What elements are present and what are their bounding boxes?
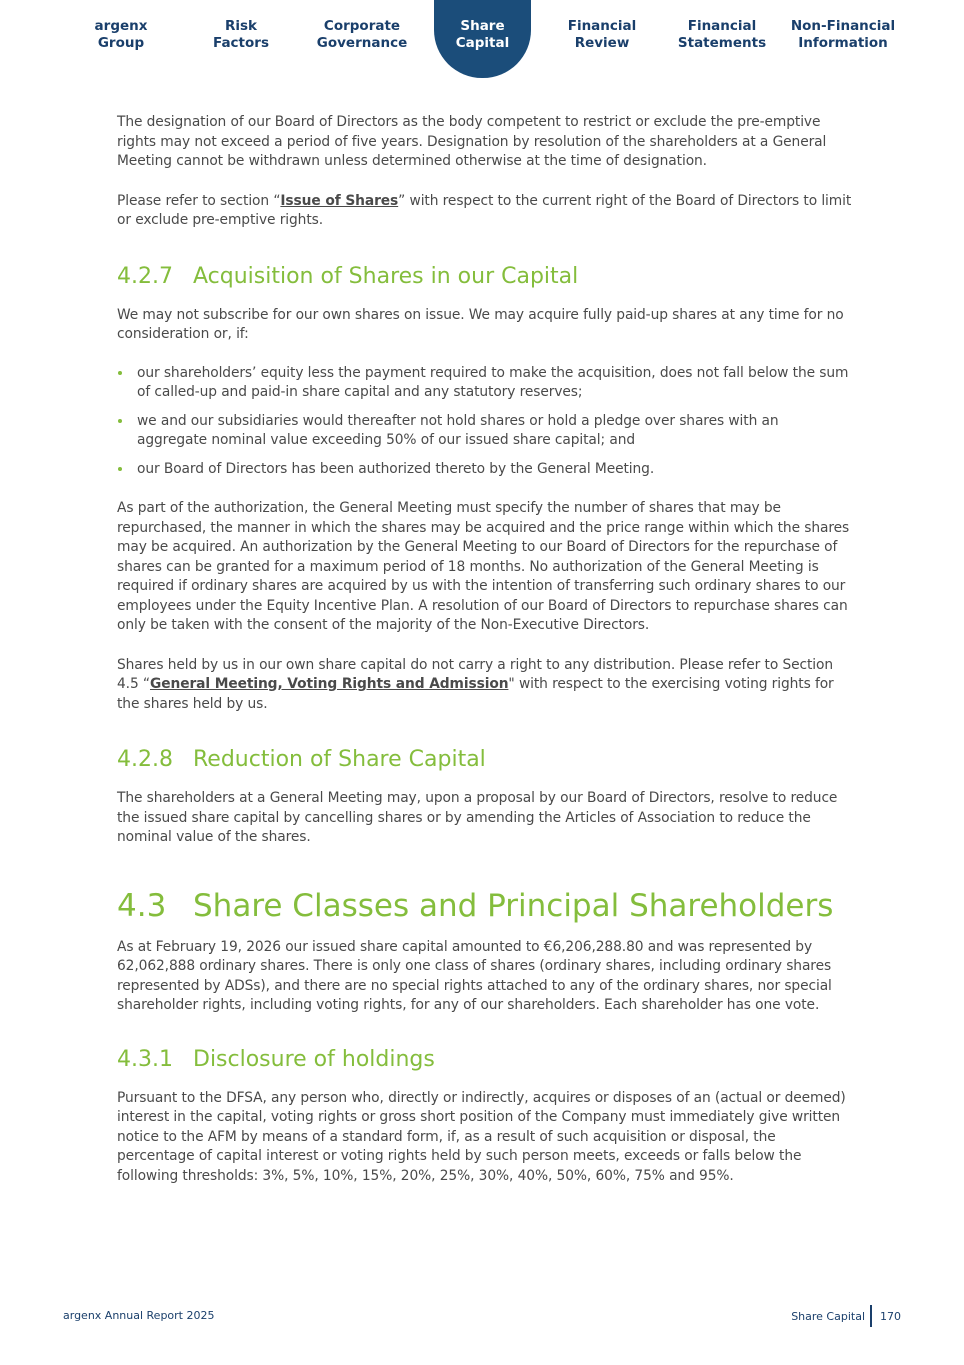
nav-tab-label: Review bbox=[574, 35, 630, 51]
nav-tab-label: Governance bbox=[316, 35, 408, 51]
footer-divider bbox=[870, 1305, 872, 1327]
nav-tab-share-capital[interactable] bbox=[434, 0, 531, 78]
footer-report-title: argenx Annual Report 2025 bbox=[63, 1309, 215, 1322]
section-title: Reduction of Share Capital bbox=[193, 747, 486, 772]
nav-tab-label: Capital bbox=[455, 35, 510, 51]
section-number: 4.2.7 bbox=[117, 263, 173, 289]
nav-tab-corporate-governance[interactable] bbox=[302, 18, 422, 52]
section-heading-4-3-1 bbox=[117, 1046, 852, 1074]
bullet-icon bbox=[118, 419, 122, 423]
list-item-text: our Board of Directors has been authorized thereto by the General Meeting. bbox=[137, 460, 655, 477]
footer-page-number: 170 bbox=[880, 1309, 901, 1323]
nav-tab-non-financial-information[interactable] bbox=[783, 18, 903, 52]
nav-tab-label: Risk bbox=[224, 18, 258, 34]
nav-tab-label: Financial bbox=[567, 18, 637, 34]
footer-page-info bbox=[791, 1305, 901, 1327]
intro-paragraph-2 bbox=[117, 192, 852, 231]
list-item bbox=[117, 364, 852, 403]
nav-tab-label: Group bbox=[97, 35, 145, 51]
nav-tab-financial-review[interactable] bbox=[542, 18, 662, 52]
intro-paragraph-1: The designation of our Board of Directors as the body competent to restrict or exclude the pre-emptive rights may not exceed a period of five years. Designation by resolution of the shareholders at a General Meeting cannot be withdrawn unless determined otherwise at the time of designation. bbox=[117, 114, 827, 169]
nav-tab-label: Information bbox=[798, 35, 888, 51]
nav-tab-label: Statements bbox=[677, 35, 767, 51]
section-heading-4-3 bbox=[117, 886, 852, 926]
s427-paragraph-1: We may not subscribe for our own shares on issue. We may acquire fully paid-up shares at any time for no consideration or, if: bbox=[117, 306, 844, 342]
s427-paragraph-3 bbox=[117, 656, 852, 715]
section-title: Acquisition of Shares in our Capital bbox=[193, 263, 579, 289]
s428-paragraph-1: The shareholders at a General Meeting may, upon a proposal by our Board of Directors, resolve to reduce the issued share capital by cancelling shares or by amending the Articles of Association to reduce the nominal value of the shares. bbox=[117, 790, 838, 845]
section-heading-4-2-8 bbox=[117, 746, 852, 774]
section-title: Share Classes and Principal Shareholders bbox=[193, 887, 834, 924]
nav-tab-argenx-group[interactable] bbox=[61, 18, 181, 52]
s427-paragraph-2: As part of the authorization, the General Meeting must specify the number of shares that may be repurchased, the manner in which the shares may be acquired and the price range within which the shares may be acquired. An authorization by the General Meeting to our Board of Directors for the repurchase of shares can be granted for a maximum period of 18 months. No authorization of the General Meeting is required if ordinary shares are acquired by us with the intention of transferring such ordinary shares to our employees under the Equity Incentive Plan. A resolution of our Board of Directors to repurchase shares can only be taken with the consent of the majority of the Non-Executive Directors. bbox=[117, 500, 850, 633]
footer-section-name: Share Capital bbox=[791, 1309, 865, 1323]
nav-tab-label: Non-Financial bbox=[790, 18, 896, 34]
section-number: 4.2.8 bbox=[117, 747, 173, 772]
general-meeting-link[interactable]: General Meeting, Voting Rights and Admission bbox=[149, 676, 509, 692]
section-number: 4.3 bbox=[117, 887, 167, 924]
list-item bbox=[117, 412, 852, 451]
text-fragment: ” with respect to the current right of the Board of Directors to limit or exclude pre-emptive rights. bbox=[117, 192, 852, 228]
list-item-text: we and our subsidiaries would thereafter not hold shares or hold a pledge over shares with an aggregate nominal value exceeding 50% of our issued share capital; and bbox=[137, 412, 779, 448]
s431-paragraph-1: Pursuant to the DFSA, any person who, directly or indirectly, acquires or disposes of an (actual or deemed) interest in the capital, voting rights or gross short position of the Company must immediately give written notice to the AFM by means of a standard form, if, as a result of such acquisition or disposal, the percentage of capital interest or voting rights held by such person meets, exceeds or falls below the following thresholds: 3%, 5%, 10%, 15%, 20%, 25%, 30%, 40%, 50%, 60%, 75% and 95%. bbox=[117, 1089, 846, 1184]
section-heading-4-2-7 bbox=[117, 263, 852, 291]
s43-paragraph-1: As at February 19, 2026 our issued share capital amounted to €6,206,288.80 and was represented by 62,062,888 ordinary shares. There is only one class of shares (ordinary shares, including ordinary shares represented by ADSs), and there are no special rights attached to any of the ordinary shares, nor special shareholder rights, including voting rights, for any of our shareholders. Each shareholder has one vote. bbox=[117, 938, 832, 1013]
main-content bbox=[117, 113, 852, 1186]
list-item bbox=[117, 460, 852, 480]
text-fragment: Please refer to section “ bbox=[117, 192, 281, 209]
list-item-text: our shareholders’ equity less the payment required to make the acquisition, does not fall below the sum of called-up and paid-in share capital and any statutory reserves; bbox=[137, 364, 849, 400]
nav-tab-label: Share bbox=[460, 18, 505, 34]
text-fragment: Shares held by us in our own share capital do not carry a right to any distribution. Please refer to Section 4.5 “ bbox=[117, 656, 834, 692]
section-number: 4.3.1 bbox=[117, 1046, 173, 1072]
bullet-icon bbox=[118, 371, 122, 375]
top-navigation bbox=[0, 0, 964, 80]
nav-tab-risk-factors[interactable] bbox=[181, 18, 301, 52]
nav-tab-financial-statements[interactable] bbox=[662, 18, 782, 52]
section-title: Disclosure of holdings bbox=[193, 1046, 435, 1072]
nav-tab-label: Financial bbox=[687, 18, 757, 34]
nav-tab-label: argenx bbox=[94, 18, 148, 34]
s427-bullet-list bbox=[117, 364, 852, 480]
text-fragment: " with respect to the exercising voting rights for the shares held by us. bbox=[117, 676, 834, 712]
nav-tab-label: Factors bbox=[213, 35, 269, 51]
issue-of-shares-link[interactable]: Issue of Shares bbox=[280, 192, 399, 209]
nav-tab-label: Corporate bbox=[323, 18, 401, 34]
bullet-icon bbox=[118, 467, 122, 471]
